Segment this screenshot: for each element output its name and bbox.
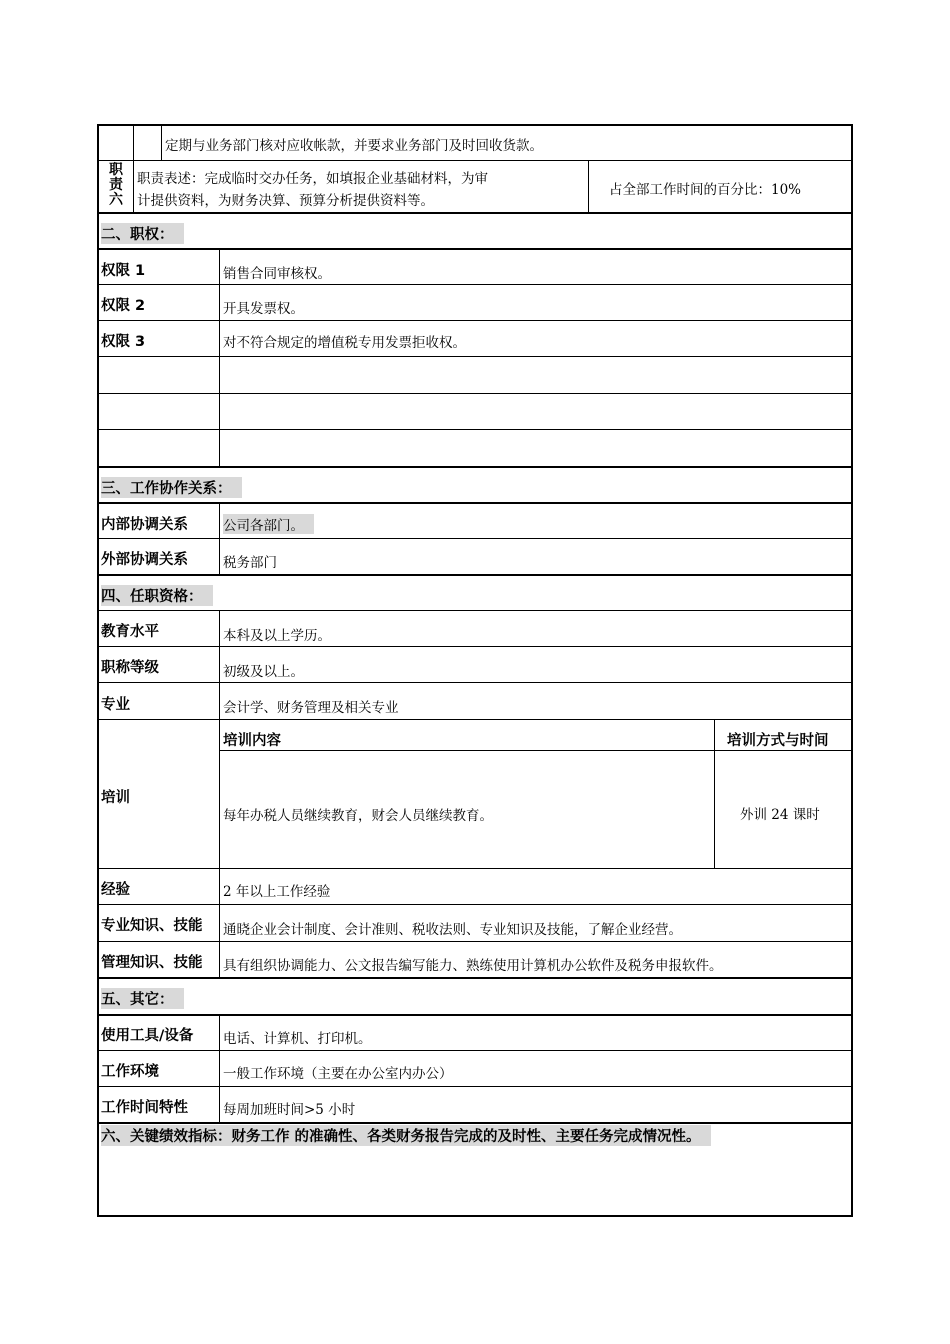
authority-empty-row bbox=[97, 429, 853, 466]
duty6-char-3: 六 bbox=[109, 192, 123, 208]
major-label: 专业 bbox=[101, 697, 130, 713]
tools-label: 使用工具/设备 bbox=[101, 1028, 194, 1044]
section5-title-row bbox=[97, 977, 853, 1014]
section5-title: 五、其它： bbox=[101, 988, 184, 1009]
training-row bbox=[97, 719, 853, 868]
authority-value: 对不符合规定的增值税专用发票拒收权。 bbox=[223, 335, 466, 351]
duty6-row bbox=[97, 160, 853, 212]
authority-label: 权限 2 bbox=[101, 298, 146, 314]
section2-title: 二、职权： bbox=[101, 223, 184, 244]
duty6-desc-line2: 计提供资料，为财务决算、预算分析提供资料等。 bbox=[137, 193, 434, 209]
authority-label: 权限 3 bbox=[101, 334, 146, 350]
work-time-label: 工作时间特性 bbox=[101, 1100, 188, 1116]
work-time-row bbox=[97, 1086, 853, 1122]
internal-relation-row bbox=[97, 502, 853, 538]
pro-knowledge-value: 通晓企业会计制度、会计准则、税收法则、专业知识及技能，了解企业经营。 bbox=[223, 922, 682, 938]
title-level-row bbox=[97, 646, 853, 682]
experience-label: 经验 bbox=[101, 882, 130, 898]
duty6-desc-line1: 职责表述：完成临时交办任务，如填报企业基础材料，为审 bbox=[137, 171, 488, 187]
authority-value: 开具发票权。 bbox=[223, 301, 304, 317]
education-label: 教育水平 bbox=[101, 624, 159, 640]
major-row bbox=[97, 682, 853, 719]
duty6-time-share: 占全部工作时间的百分比：10% bbox=[609, 182, 802, 198]
external-relation-value: 税务部门 bbox=[223, 555, 277, 571]
education-row bbox=[97, 610, 853, 646]
internal-relation-label: 内部协调关系 bbox=[101, 517, 188, 533]
training-method: 外训 24 课时 bbox=[740, 807, 820, 823]
work-time-value: 每周加班时间>5 小时 bbox=[223, 1102, 356, 1118]
education-value: 本科及以上学历。 bbox=[223, 628, 331, 644]
experience-row bbox=[97, 868, 853, 904]
training-label: 培训 bbox=[101, 790, 130, 806]
external-relation-row bbox=[97, 538, 853, 574]
title-level-value: 初级及以上。 bbox=[223, 664, 304, 680]
authority-row bbox=[97, 284, 853, 320]
experience-value: 2 年以上工作经验 bbox=[223, 884, 331, 900]
duty6-char-1: 职 bbox=[109, 162, 123, 178]
duty6-char-2: 责 bbox=[109, 177, 123, 193]
environment-label: 工作环境 bbox=[101, 1064, 159, 1080]
duty-continued-text: 定期与业务部门核对应收帐款，并要求业务部门及时回收货款。 bbox=[165, 138, 543, 154]
pro-knowledge-row bbox=[97, 904, 853, 941]
authority-row bbox=[97, 320, 853, 356]
section3-title: 三、工作协作关系： bbox=[101, 477, 242, 498]
title-level-label: 职称等级 bbox=[101, 660, 159, 676]
tools-row bbox=[97, 1014, 853, 1050]
environment-value: 一般工作环境（主要在办公室内办公） bbox=[223, 1066, 453, 1082]
training-content: 每年办税人员继续教育，财会人员继续教育。 bbox=[223, 808, 493, 824]
mgmt-knowledge-row bbox=[97, 941, 853, 977]
section3-title-row bbox=[97, 466, 853, 502]
duty-continued-row bbox=[97, 124, 853, 160]
mgmt-knowledge-label: 管理知识、技能 bbox=[101, 955, 203, 971]
training-content-header: 培训内容 bbox=[223, 733, 281, 749]
authority-empty-row bbox=[97, 356, 853, 393]
section6-title: 六、关键绩效指标：财务工作 的准确性、各类财务报告完成的及时性、主要任务完成情况性。 bbox=[101, 1125, 711, 1146]
tools-value: 电话、计算机、打印机。 bbox=[223, 1031, 372, 1047]
section2-title-row bbox=[97, 212, 853, 248]
authority-value: 销售合同审核权。 bbox=[223, 266, 331, 282]
training-method-header: 培训方式与时间 bbox=[727, 733, 829, 749]
section4-title: 四、任职资格： bbox=[101, 585, 213, 606]
section4-title-row bbox=[97, 574, 853, 610]
section6-row bbox=[97, 1122, 853, 1217]
authority-empty-row bbox=[97, 393, 853, 429]
internal-relation-value: 公司各部门。 bbox=[223, 514, 314, 534]
mgmt-knowledge-value: 具有组织协调能力、公文报告编写能力、熟练使用计算机办公软件及税务申报软件。 bbox=[223, 958, 723, 974]
pro-knowledge-label: 专业知识、技能 bbox=[101, 918, 203, 934]
environment-row bbox=[97, 1050, 853, 1086]
authority-row bbox=[97, 248, 853, 284]
duty6-label bbox=[99, 161, 133, 213]
authority-label: 权限 1 bbox=[101, 263, 146, 279]
major-value: 会计学、财务管理及相关专业 bbox=[223, 700, 399, 716]
external-relation-label: 外部协调关系 bbox=[101, 552, 188, 568]
